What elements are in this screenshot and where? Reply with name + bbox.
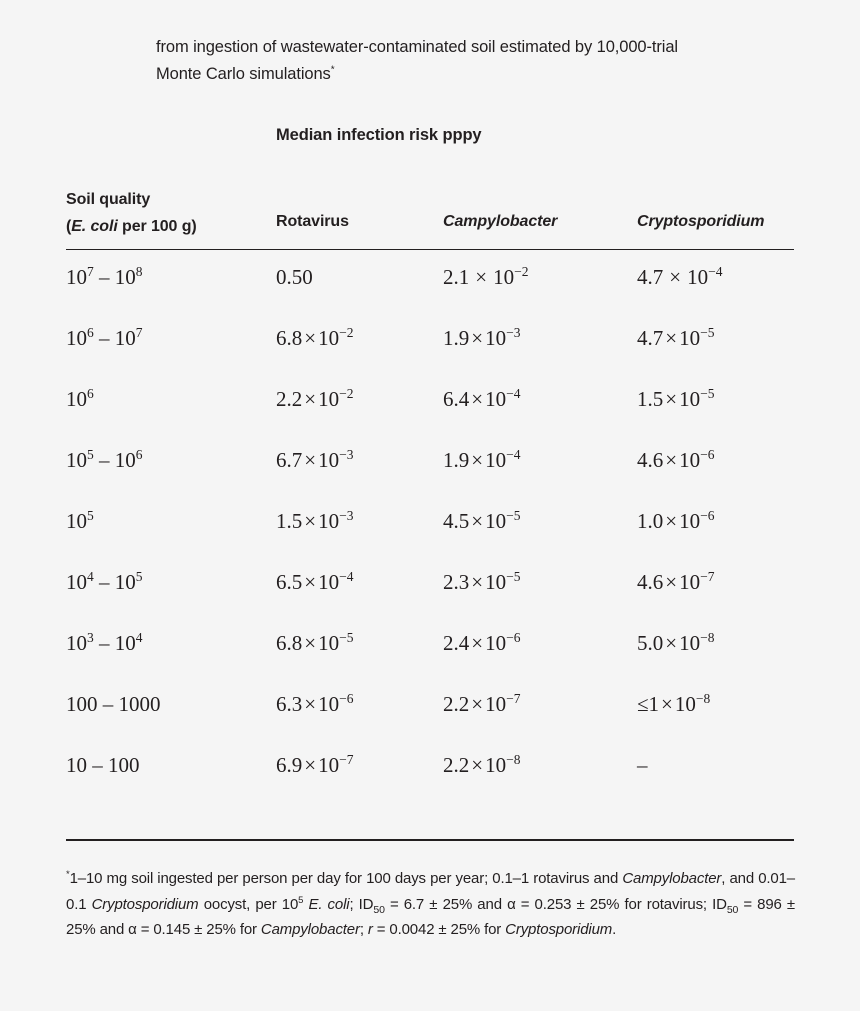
footnote-italic-ecoli: E. coli	[308, 895, 350, 913]
footnote-italic-cryptosporidium-2: Cryptosporidium	[505, 921, 613, 938]
cell-exponent: −8	[506, 752, 521, 767]
footnote-italic-campylobacter-2: Campylobacter	[260, 921, 360, 938]
cell-exponent: −7	[506, 691, 521, 706]
table-row	[0, 628, 860, 689]
cell-cryptosporidium: $\le 1\times 10^{-8}$	[637, 691, 711, 716]
cell-exponent: −2	[339, 386, 354, 401]
cell-exponent: −5	[506, 569, 521, 584]
footnote-sub-id50-2: 50	[726, 903, 739, 916]
cell-rotavirus: $2.2\times 10^{-2}$	[276, 386, 354, 411]
cell-exponent: −7	[339, 752, 354, 767]
table-caption	[156, 34, 776, 88]
column-header-cryptosporidium: Cryptosporidium	[637, 213, 765, 230]
cell-soil-quality: $10^3 - 10^4$	[66, 630, 143, 655]
cell-rotavirus: $1.5\times 10^{-3}$	[276, 508, 354, 533]
cell-campylobacter: $1.9\times 10^{-3}$	[443, 325, 521, 350]
cell-exponent: −4	[506, 386, 521, 401]
table-body	[0, 262, 860, 811]
footnote-sub-id50-1: 50	[373, 903, 385, 916]
cell-exponent: −6	[506, 630, 521, 645]
multiplication-sign: ×	[665, 448, 678, 472]
footnote-seg-3: oocyst, per 10	[198, 895, 299, 913]
table-row	[0, 262, 860, 323]
column-header-rotavirus: Rotavirus	[276, 213, 349, 230]
cell-campylobacter: $6.4\times 10^{-4}$	[443, 386, 521, 411]
cell-exponent: −5	[700, 325, 715, 340]
table-top-rule	[66, 249, 794, 250]
multiplication-sign: ×	[471, 448, 484, 472]
stub-header-species: E. coli	[71, 218, 118, 235]
footnote-seg-8: ;	[359, 921, 368, 938]
footnote-italic-campylobacter-1: Campylobacter	[622, 870, 722, 887]
multiplication-sign: ×	[669, 265, 682, 289]
table-row	[0, 323, 860, 384]
table-footnote	[66, 866, 795, 943]
cell-exponent: −5	[339, 630, 354, 645]
footnote-marker: *	[66, 869, 70, 880]
column-header-soil-quality	[66, 186, 197, 240]
cell-soil-quality: 100 – 1000	[66, 692, 161, 716]
cell-exponent: 6	[87, 386, 94, 401]
cell-soil-quality: $10^5$	[66, 508, 94, 533]
footnote-italic-cryptosporidium-1: Cryptosporidium	[91, 895, 199, 913]
cell-cryptosporidium: –	[637, 753, 648, 777]
cell-campylobacter: $4.5\times 10^{-5}$	[443, 508, 521, 533]
cell-cryptosporidium: $4.6\times 10^{-6}$	[637, 447, 715, 472]
cell-exponent: −4	[506, 447, 521, 462]
cell-campylobacter: $2.4\times 10^{-6}$	[443, 630, 521, 655]
cell-cryptosporidium: $4.6\times 10^{-7}$	[637, 569, 715, 594]
cell-campylobacter: $2.1 \times 10^{-2}$	[443, 264, 529, 289]
footnote-seg-9: = 0.0042 ± 25% for	[372, 921, 506, 938]
cell-rotavirus: $6.7\times 10^{-3}$	[276, 447, 354, 472]
caption-line-2: Monte Carlo simulations	[156, 65, 331, 83]
table-row	[0, 750, 860, 811]
cell-exponent: −6	[700, 508, 715, 523]
multiplication-sign: ×	[665, 326, 678, 350]
stub-header-units: per 100 g)	[117, 218, 197, 235]
multiplication-sign: ×	[471, 570, 484, 594]
cell-cryptosporidium: $5.0\times 10^{-8}$	[637, 630, 715, 655]
cell-rotavirus: $6.3\times 10^{-6}$	[276, 691, 354, 716]
cell-soil-quality: $10^4 - 10^5$	[66, 569, 143, 594]
cell-exponent: −5	[506, 508, 521, 523]
cell-campylobacter: $2.2\times 10^{-8}$	[443, 752, 521, 777]
stub-header-line-1: Soil quality	[66, 191, 151, 208]
cell-exponent: −6	[700, 447, 715, 462]
multiplication-sign: ×	[304, 448, 317, 472]
multiplication-sign: ×	[665, 509, 678, 533]
footnote-seg-5: ; ID	[349, 895, 374, 913]
cell-campylobacter: $2.3\times 10^{-5}$	[443, 569, 521, 594]
cell-exponent: −5	[700, 386, 715, 401]
cell-exponent: −3	[506, 325, 521, 340]
multiplication-sign: ×	[304, 631, 317, 655]
cell-exponent: 7	[87, 264, 94, 279]
spanner-header: Median infection risk pppy	[276, 126, 482, 144]
cell-exponent: 4	[87, 569, 94, 584]
multiplication-sign: ×	[304, 753, 317, 777]
cell-cryptosporidium: $1.5\times 10^{-5}$	[637, 386, 715, 411]
column-header-campylobacter: Campylobacter	[443, 213, 558, 230]
cell-exponent: 6	[87, 325, 94, 340]
cell-soil-quality: $10^6$	[66, 386, 94, 411]
multiplication-sign: ×	[304, 509, 317, 533]
table-row	[0, 567, 860, 628]
cell-exponent: −3	[339, 447, 354, 462]
cell-soil-quality: 10 – 100	[66, 753, 140, 777]
multiplication-sign: ×	[665, 387, 678, 411]
footnote-italic-r: r	[367, 921, 373, 938]
cell-exponent: 5	[87, 508, 94, 523]
multiplication-sign: ×	[304, 692, 317, 716]
footnote-seg-1: 1–10 mg soil ingested per person per day for 100 days per year; 0.1–1 rotavirus and	[69, 870, 623, 887]
footnote-seg-6: = 6.7 ± 25% and α = 0.253 ± 25% for rotavirus; ID	[384, 895, 727, 913]
multiplication-sign: ×	[471, 631, 484, 655]
cell-soil-quality: $10^5 - 10^6$	[66, 447, 143, 472]
caption-footnote-marker: *	[330, 64, 335, 76]
cell-rotavirus: $6.8\times 10^{-5}$	[276, 630, 354, 655]
table-row	[0, 445, 860, 506]
multiplication-sign: ×	[471, 387, 484, 411]
cell-exponent: −8	[700, 630, 715, 645]
cell-exponent: 5	[87, 447, 94, 462]
multiplication-sign: ×	[665, 631, 678, 655]
table-row	[0, 689, 860, 750]
multiplication-sign: ×	[304, 326, 317, 350]
cell-exponent: −3	[339, 508, 354, 523]
stub-header-paren-open: (	[66, 218, 72, 235]
cell-rotavirus: $6.5\times 10^{-4}$	[276, 569, 354, 594]
cell-exponent: 4	[135, 630, 143, 645]
cell-soil-quality: $10^6 - 10^7$	[66, 325, 143, 350]
multiplication-sign: ×	[665, 570, 678, 594]
footnote-seg-10: .	[612, 921, 617, 938]
cell-exponent: −4	[708, 264, 723, 279]
cell-exponent: −2	[339, 325, 354, 340]
cell-cryptosporidium: $4.7\times 10^{-5}$	[637, 325, 715, 350]
cell-cryptosporidium: $1.0\times 10^{-6}$	[637, 508, 715, 533]
multiplication-sign: ×	[304, 387, 317, 411]
multiplication-sign: ×	[661, 692, 673, 716]
multiplication-sign: ×	[475, 265, 488, 289]
cell-rotavirus: $6.9\times 10^{-7}$	[276, 752, 354, 777]
cell-exponent: 5	[135, 569, 143, 584]
cell-exponent: −8	[695, 691, 711, 706]
table-row	[0, 384, 860, 445]
footnote-sup-exponent: 5	[298, 894, 304, 906]
table-bottom-rule	[66, 839, 794, 841]
cell-campylobacter: $2.2\times 10^{-7}$	[443, 691, 521, 716]
footnote-seg-2: , and 0.01–0.1	[66, 870, 795, 913]
cell-campylobacter: $1.9\times 10^{-4}$	[443, 447, 521, 472]
cell-exponent: −2	[514, 264, 529, 279]
cell-exponent: −4	[339, 569, 354, 584]
cell-rotavirus: 0.50	[276, 265, 313, 289]
caption-line-1: from ingestion of wastewater-contaminated soil estimated by 10,000-trial	[156, 38, 678, 56]
cell-exponent: −7	[700, 569, 715, 584]
multiplication-sign: ×	[471, 753, 484, 777]
cell-rotavirus: $6.8\times 10^{-2}$	[276, 325, 354, 350]
cell-soil-quality: $10^7 - 10^8$	[66, 264, 143, 289]
cell-cryptosporidium: $4.7 \times 10^{-4}$	[637, 264, 723, 289]
footnote-seg-7: = 896 ± 25% and α = 0.145 ± 25% for	[66, 895, 795, 938]
cell-exponent: 7	[135, 325, 143, 340]
multiplication-sign: ×	[471, 692, 484, 716]
multiplication-sign: ×	[304, 570, 317, 594]
multiplication-sign: ×	[471, 326, 484, 350]
cell-exponent: 6	[135, 447, 143, 462]
multiplication-sign: ×	[471, 509, 484, 533]
table-row	[0, 506, 860, 567]
cell-exponent: 3	[87, 630, 94, 645]
cell-exponent: 8	[135, 264, 143, 279]
cell-exponent: −6	[339, 691, 354, 706]
